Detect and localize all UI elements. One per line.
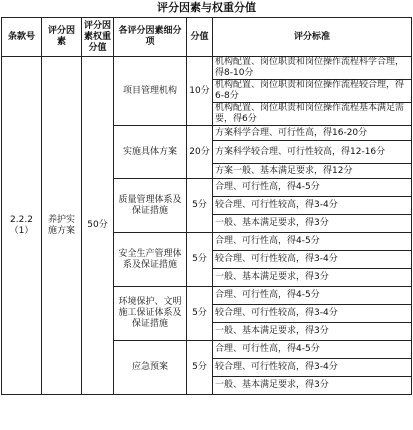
- table-title: 评分因素与权重分值: [157, 1, 256, 14]
- criterion-cell: 较合理、可行性较高，得3-4分: [213, 251, 412, 269]
- criterion-cell: 一般、基本满足要求，得3分: [213, 215, 412, 233]
- criterion-cell: 方案一般、基本满足要求，得12分: [213, 164, 412, 179]
- table-row: [2, 57, 412, 80]
- sub-item-score: 5分: [187, 287, 213, 341]
- clause-number-cell: 2.2.2（1）: [2, 57, 42, 395]
- table-header-row: [2, 18, 412, 57]
- header-sub-item: 各评分因素细分项: [114, 18, 187, 57]
- header-clause-no: 条款号: [2, 18, 42, 57]
- criterion-cell: 较合理、可行性较高，得3-4分: [213, 197, 412, 215]
- criterion-cell: 合理、可行性高，得4-5分: [213, 287, 412, 305]
- factor-weight-cell: 50分: [82, 57, 114, 395]
- criterion-cell: 机构配置、岗位职责和岗位操作流程基本满足需要，得6分: [213, 103, 412, 126]
- criterion-cell: 合理、可行性高，得4-5分: [213, 179, 412, 197]
- sub-item-name: 安全生产管理体系及保证措施: [114, 233, 187, 287]
- header-factor-weight: 评分因素权重分值: [82, 18, 114, 57]
- sub-item-score: 10分: [187, 57, 213, 126]
- factor-cell: 养护实施方案: [42, 57, 82, 395]
- sub-item-name: 环境保护、文明施工保证体系及保证措施: [114, 287, 187, 341]
- sub-item-score: 5分: [187, 341, 213, 395]
- header-factor: 评分因素: [42, 18, 82, 57]
- criterion-cell: 合理、可行性高，得4-5分: [213, 233, 412, 251]
- criterion-cell: 方案科学合理、可行性高，得16-20分: [213, 126, 412, 141]
- sub-item-name: 应急预案: [114, 341, 187, 395]
- sub-item-score: 20分: [187, 126, 213, 179]
- criterion-cell: 较合理、可行性较高，得3-4分: [213, 359, 412, 377]
- criterion-cell: 机构配置、岗位职责和岗位操作流程较合理，得6-8分: [213, 80, 412, 103]
- sub-item-name: 项目管理机构: [114, 57, 187, 126]
- header-standard: 评分标准: [213, 18, 412, 57]
- criterion-cell: 一般、基本满足要求，得3分: [213, 323, 412, 341]
- sub-item-name: 实施具体方案: [114, 126, 187, 179]
- sub-item-score: 5分: [187, 233, 213, 287]
- criterion-cell: 一般、基本满足要求，得3分: [213, 377, 412, 395]
- criterion-cell: 较合理、可行性较高，得3-4分: [213, 305, 412, 323]
- criterion-cell: 合理、可行性高，得4-5分: [213, 341, 412, 359]
- scoring-table: [1, 17, 412, 395]
- criterion-cell: 机构配置、岗位职责和岗位操作流程科学合理，得8-10分: [213, 57, 412, 80]
- sub-item-score: 5分: [187, 179, 213, 233]
- criterion-cell: 方案科学较合理、可行性较高，得12-16分: [213, 141, 412, 164]
- header-score: 分值: [187, 18, 213, 57]
- sub-item-name: 质量管理体系及保证措施: [114, 179, 187, 233]
- criterion-cell: 一般、基本满足要求，得3分: [213, 269, 412, 287]
